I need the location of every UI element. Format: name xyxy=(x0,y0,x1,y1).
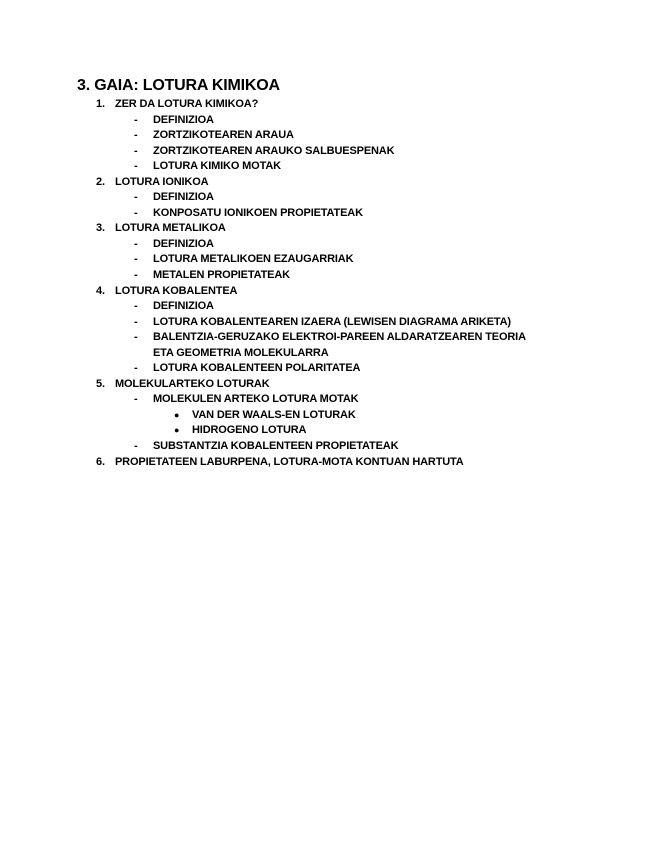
outline-continuation xyxy=(0,346,655,362)
outline-subitem xyxy=(0,439,655,455)
bullet-icon: ● xyxy=(174,409,180,420)
outline-subitem xyxy=(0,252,655,268)
section-number: 6. xyxy=(96,455,105,468)
outline-subitem xyxy=(0,128,655,144)
outline-text: LOTURA KOBALENTEAREN IZAERA (LEWISEN DIAGRAMA ARIKETA) xyxy=(153,315,511,328)
outline-subitem xyxy=(0,268,655,284)
dash-marker: - xyxy=(134,362,138,375)
dash-marker: - xyxy=(134,191,138,204)
document-title: 3. GAIA: LOTURA KIMIKOA xyxy=(77,77,280,94)
outline-section xyxy=(0,97,655,113)
section-number: 1. xyxy=(96,98,105,110)
dash-marker: - xyxy=(134,269,138,282)
outline-subitem xyxy=(0,330,655,346)
dash-marker: - xyxy=(134,300,138,313)
outline-subitem xyxy=(0,144,655,160)
outline-text: LOTURA KIMIKO MOTAK xyxy=(153,160,281,173)
dash-marker: - xyxy=(134,237,138,250)
dash-marker: - xyxy=(134,253,138,266)
section-number: 4. xyxy=(96,284,105,297)
dash-marker: - xyxy=(134,393,138,406)
topic-outline xyxy=(0,97,655,470)
outline-text: MOLEKULARTEKO LOTURAK xyxy=(115,377,270,390)
outline-text: SUBSTANTZIA KOBALENTEEN PROPIETATEAK xyxy=(153,440,399,453)
outline-subitem xyxy=(0,190,655,206)
outline-text: ETA GEOMETRIA MOLEKULARRA xyxy=(153,346,329,359)
outline-subitem xyxy=(0,159,655,175)
outline-subitem xyxy=(0,206,655,222)
outline-text: DEFINIZIOA xyxy=(153,113,214,126)
dash-marker: - xyxy=(134,315,138,328)
outline-subsubitem xyxy=(0,423,655,439)
outline-subitem xyxy=(0,113,655,129)
section-number: 2. xyxy=(96,175,105,188)
dash-marker: - xyxy=(134,160,138,173)
outline-text: MOLEKULEN ARTEKO LOTURA MOTAK xyxy=(153,393,359,406)
outline-subitem xyxy=(0,315,655,331)
outline-text: VAN DER WAALS-EN LOTURAK xyxy=(192,408,356,421)
outline-text: ZORTZIKOTEAREN ARAUKO SALBUESPENAK xyxy=(153,144,395,157)
dash-marker: - xyxy=(134,113,138,126)
dash-marker: - xyxy=(134,129,138,142)
outline-text: LOTURA METALIKOA xyxy=(115,222,226,235)
outline-text: ZORTZIKOTEAREN ARAUA xyxy=(153,129,294,142)
section-number: 5. xyxy=(96,377,105,390)
dash-marker: - xyxy=(134,440,138,453)
dash-marker: - xyxy=(134,331,138,344)
outline-section xyxy=(0,455,655,471)
outline-text: LOTURA KOBALENTEA xyxy=(115,284,238,297)
outline-text: LOTURA KOBALENTEEN POLARITATEA xyxy=(153,362,361,375)
outline-text: BALENTZIA-GERUZAKO ELEKTROI-PAREEN ALDARATZEAREN TEORIA xyxy=(153,331,526,344)
outline-text: HIDROGENO LOTURA xyxy=(192,424,307,437)
outline-subitem xyxy=(0,361,655,377)
dash-marker: - xyxy=(134,144,138,157)
dash-marker: - xyxy=(134,206,138,219)
outline-subitem xyxy=(0,392,655,408)
outline-text: DEFINIZIOA xyxy=(153,191,214,204)
outline-text: DEFINIZIOA xyxy=(153,237,214,250)
outline-section xyxy=(0,175,655,191)
outline-text: PROPIETATEEN LABURPENA, LOTURA-MOTA KONTUAN HARTUTA xyxy=(115,455,464,468)
outline-text: LOTURA METALIKOEN EZAUGARRIAK xyxy=(153,253,354,266)
outline-subitem xyxy=(0,299,655,315)
outline-subsubitem xyxy=(0,408,655,424)
outline-subitem xyxy=(0,237,655,253)
outline-section xyxy=(0,221,655,237)
bullet-icon: ● xyxy=(174,425,180,436)
outline-section xyxy=(0,284,655,300)
outline-text: DEFINIZIOA xyxy=(153,300,214,313)
outline-text: ZER DA LOTURA KIMIKOA? xyxy=(115,98,259,110)
outline-section xyxy=(0,377,655,393)
outline-text: KONPOSATU IONIKOEN PROPIETATEAK xyxy=(153,206,363,219)
outline-text: METALEN PROPIETATEAK xyxy=(153,269,290,282)
outline-text: LOTURA IONIKOA xyxy=(115,175,209,188)
section-number: 3. xyxy=(96,222,105,235)
